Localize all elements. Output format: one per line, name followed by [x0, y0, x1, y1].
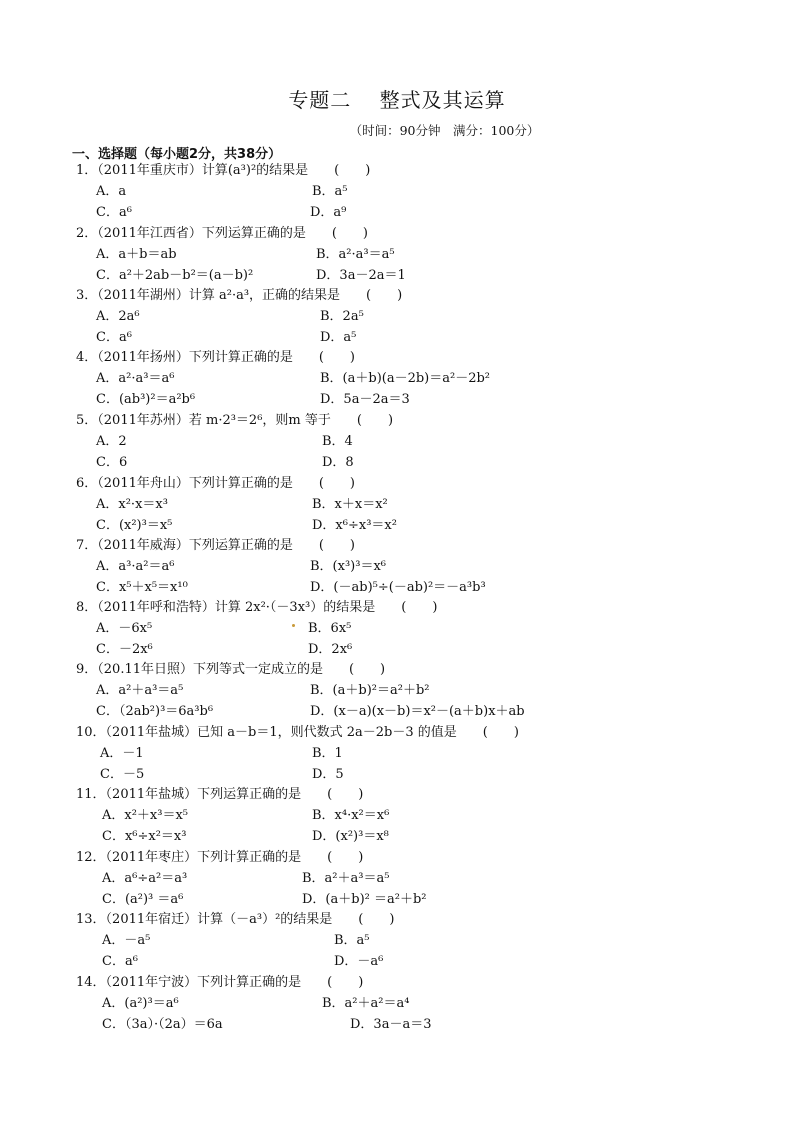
option-c: C．（3a）·（2a）＝6a — [102, 1017, 223, 1032]
option-a: A．a — [96, 184, 127, 199]
option-a: A．－a⁵ — [102, 933, 151, 948]
stray-mark — [292, 624, 295, 627]
option-b: B．a²＋a²＝a⁴ — [322, 996, 410, 1011]
option-a: A．a⁶÷a²＝a³ — [102, 871, 188, 886]
option-a: A．－6x⁵ — [96, 621, 153, 636]
option-c: C．x⁶÷x²＝x³ — [102, 829, 187, 844]
option-d: D．(x－a)(x－b)＝x²－(a＋b)x＋ab — [310, 704, 525, 719]
option-d: D．5a－2a＝3 — [320, 392, 410, 407]
option-a: A．a³·a²＝a⁶ — [96, 559, 175, 574]
option-a: A．a＋b＝ab — [96, 247, 177, 262]
question-stem: 4．（2011年扬州）下列计算正确的是 ( ) — [76, 350, 355, 365]
option-b: B．a²＋a³＝a⁵ — [302, 871, 390, 886]
option-d: D．2x⁶ — [308, 642, 353, 657]
question-stem: 10．（2011年盐城）已知 a－b＝1，则代数式 2a－2b－3 的值是 ( ) — [76, 725, 519, 740]
option-c: C．(a²)³ ＝a⁶ — [102, 892, 184, 907]
option-d: D．a⁵ — [320, 330, 357, 345]
option-b: B．6x⁵ — [308, 621, 352, 636]
option-d: D．a⁹ — [310, 205, 347, 220]
option-a: A．a²＋a³＝a⁵ — [96, 683, 184, 698]
option-a: A．x²·x＝x³ — [96, 497, 168, 512]
option-d: D．3a－a＝3 — [350, 1017, 432, 1032]
page-subtitle: （时间：90分钟 满分：100分） — [349, 123, 540, 138]
option-b: B．x⁴·x²＝x⁶ — [312, 808, 390, 823]
option-b: B．a⁵ — [334, 933, 370, 948]
option-d: D．(a＋b)² ＝a²＋b² — [302, 892, 427, 907]
question-stem: 7．（2011年威海）下列运算正确的是 ( ) — [76, 538, 355, 553]
option-b: B．(a＋b)²＝a²＋b² — [310, 683, 430, 698]
option-c: C．（2ab²)³＝6a³b⁶ — [96, 704, 214, 719]
option-c: C．(x²)³＝x⁵ — [96, 518, 173, 533]
option-b: B．4 — [322, 434, 353, 449]
question-stem: 3．（2011年湖州）计算 a²·a³，正确的结果是 ( ) — [76, 288, 403, 303]
option-d: D．5 — [312, 767, 344, 782]
option-d: D．(x²)³＝x⁸ — [312, 829, 389, 844]
option-c: C．x⁵＋x⁵＝x¹⁰ — [96, 580, 188, 595]
option-b: B．2a⁵ — [320, 309, 364, 324]
question-stem: 5．（2011年苏州）若 m·2³＝2⁶，则m 等于 ( ) — [76, 413, 394, 428]
option-d: D．－a⁶ — [334, 954, 384, 969]
option-b: B．x＋x＝x² — [312, 497, 388, 512]
option-d: D．x⁶÷x³＝x² — [312, 518, 397, 533]
question-stem: 14．（2011年宁波）下列计算正确的是 ( ) — [76, 975, 364, 990]
option-c: C．a⁶ — [102, 954, 138, 969]
option-d: D．(－ab)⁵÷(－ab)²＝－a³b³ — [310, 580, 486, 595]
option-c: C．6 — [96, 455, 128, 470]
option-d: D．8 — [322, 455, 354, 470]
question-stem: 11．（2011年盐城）下列运算正确的是 ( ) — [76, 787, 364, 802]
option-a: A．2 — [96, 434, 127, 449]
question-stem: 13．（2011年宿迁）计算（－a³）²的结果是 ( ) — [76, 912, 395, 927]
page-title: 专题二 整式及其运算 — [288, 88, 506, 112]
option-c: C．－5 — [100, 767, 145, 782]
option-c: C．－2x⁶ — [96, 642, 153, 657]
question-stem: 2．（2011年江西省）下列运算正确的是 ( ) — [76, 226, 368, 241]
option-a: A．－1 — [100, 746, 144, 761]
option-c: C．a⁶ — [96, 330, 132, 345]
option-c: C．(ab³)²＝a²b⁶ — [96, 392, 196, 407]
option-b: B．(a＋b)(a－2b)＝a²－2b² — [320, 371, 491, 386]
question-stem: 6．（2011年舟山）下列计算正确的是 ( ) — [76, 476, 355, 491]
option-a: A．2a⁶ — [96, 309, 140, 324]
option-b: B．(x³)³＝x⁶ — [310, 559, 386, 574]
question-stem: 12．（2011年枣庄）下列计算正确的是 ( ) — [76, 850, 364, 865]
question-stem: 9．（20.11年日照）下列等式一定成立的是 ( ) — [76, 662, 386, 677]
option-a: A．a²·a³＝a⁶ — [96, 371, 175, 386]
section-heading: 一、选择题（每小题2分，共38分） — [72, 147, 282, 162]
option-b: B．a²·a³＝a⁵ — [316, 247, 395, 262]
option-c: C．a⁶ — [96, 205, 132, 220]
option-b: B．a⁵ — [312, 184, 348, 199]
option-a: A．(a²)³＝a⁶ — [102, 996, 179, 1011]
option-b: B．1 — [312, 746, 343, 761]
question-stem: 8．（2011年呼和浩特）计算 2x²·（－3x³）的结果是 ( ) — [76, 600, 438, 615]
option-d: D．3a－2a＝1 — [316, 268, 406, 283]
question-stem: 1．（2011年重庆市）计算(a³)²的结果是 ( ) — [76, 163, 371, 178]
option-a: A．x²＋x³＝x⁵ — [102, 808, 189, 823]
option-c: C．a²＋2ab－b²＝(a－b)² — [96, 268, 254, 283]
